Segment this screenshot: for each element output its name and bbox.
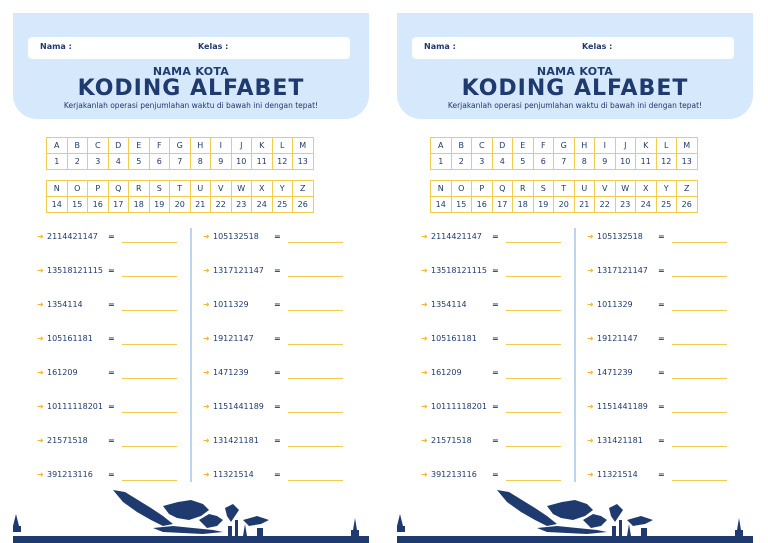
number-cell: 12	[272, 154, 293, 170]
worksheet-title: KODING ALFABET	[461, 76, 689, 101]
arrow-icon: ➜	[203, 436, 210, 445]
arrow-icon: ➜	[37, 232, 44, 241]
arrow-icon: ➜	[421, 470, 428, 479]
number-cell: 23	[615, 197, 636, 213]
letter-cell: J	[615, 138, 636, 154]
exercise-row	[587, 436, 757, 450]
number-cell: 19	[149, 197, 170, 213]
letter-cell: U	[574, 181, 595, 197]
equals-sign: =	[274, 368, 281, 377]
exercise-row	[421, 232, 591, 246]
exercise-row	[37, 300, 207, 314]
number-cell: 15	[67, 197, 88, 213]
indonesia-map-silhouette-icon	[13, 486, 369, 543]
answer-line[interactable]	[122, 276, 177, 277]
answer-line[interactable]	[122, 310, 177, 311]
alphabet-code-table-a-m	[46, 137, 314, 170]
exercise-row	[37, 368, 207, 382]
number-cell: 2	[67, 154, 88, 170]
letter-cell: A	[431, 138, 452, 154]
class-label: Kelas :	[198, 42, 229, 51]
code-number: 161209	[47, 368, 78, 377]
number-cell: 18	[129, 197, 150, 213]
arrow-icon: ➜	[37, 470, 44, 479]
letter-cell: J	[231, 138, 252, 154]
arrow-icon: ➜	[421, 436, 428, 445]
letter-cell: H	[574, 138, 595, 154]
letter-cell: R	[513, 181, 534, 197]
numbers-row	[431, 154, 698, 170]
exercise-row	[37, 334, 207, 348]
letter-cell: Q	[108, 181, 129, 197]
arrow-icon: ➜	[37, 368, 44, 377]
code-number: 1354114	[47, 300, 83, 309]
number-cell: 19	[533, 197, 554, 213]
number-cell: 5	[513, 154, 534, 170]
letter-cell: D	[108, 138, 129, 154]
number-cell: 1	[47, 154, 68, 170]
number-cell: 21	[574, 197, 595, 213]
number-cell: 8	[574, 154, 595, 170]
equals-sign: =	[108, 266, 115, 275]
arrow-icon: ➜	[587, 402, 594, 411]
arrow-icon: ➜	[203, 300, 210, 309]
number-cell: 20	[170, 197, 191, 213]
arrow-icon: ➜	[587, 266, 594, 275]
letter-cell: H	[190, 138, 211, 154]
answer-line[interactable]	[288, 310, 343, 311]
alphabet-code-table-n-z	[46, 180, 314, 213]
number-cell: 26	[677, 197, 698, 213]
equals-sign: =	[274, 266, 281, 275]
number-cell: 16	[472, 197, 493, 213]
equals-sign: =	[108, 368, 115, 377]
letter-cell: F	[149, 138, 170, 154]
code-number: 1317121147	[597, 266, 648, 275]
equals-sign: =	[658, 232, 665, 241]
worksheet-left	[13, 0, 369, 543]
letter-cell: T	[554, 181, 575, 197]
exercise-row	[587, 300, 757, 314]
exercise-row	[421, 368, 591, 382]
number-cell: 15	[451, 197, 472, 213]
arrow-icon: ➜	[587, 368, 594, 377]
letter-cell: M	[677, 138, 698, 154]
equals-sign: =	[658, 266, 665, 275]
code-number: 105132518	[597, 232, 643, 241]
equals-sign: =	[658, 334, 665, 343]
exercise-row	[37, 470, 207, 484]
number-cell: 11	[252, 154, 273, 170]
exercise-row	[203, 300, 373, 314]
answer-line[interactable]	[288, 480, 343, 481]
number-cell: 4	[108, 154, 129, 170]
code-number: 21571518	[431, 436, 472, 445]
letter-cell: B	[451, 138, 472, 154]
worksheet-title: KODING ALFABET	[77, 76, 305, 101]
letter-cell: I	[211, 138, 232, 154]
alphabet-code-table-a-m	[430, 137, 698, 170]
exercise-row	[203, 368, 373, 382]
number-cell: 13	[293, 154, 314, 170]
letter-cell: O	[451, 181, 472, 197]
equals-sign: =	[658, 300, 665, 309]
arrow-icon: ➜	[203, 232, 210, 241]
letter-cell: W	[231, 181, 252, 197]
number-cell: 12	[656, 154, 677, 170]
letter-cell: B	[67, 138, 88, 154]
number-cell: 6	[533, 154, 554, 170]
code-number: 10111118201	[431, 402, 487, 411]
worksheet-header	[13, 13, 369, 119]
exercise-row	[421, 334, 591, 348]
answer-line[interactable]	[288, 276, 343, 277]
equals-sign: =	[492, 300, 499, 309]
exercise-row	[587, 266, 757, 280]
letter-cell: L	[656, 138, 677, 154]
letters-row	[431, 181, 698, 197]
answer-line[interactable]	[122, 446, 177, 447]
answer-line[interactable]	[506, 310, 561, 311]
number-cell: 7	[170, 154, 191, 170]
exercise-row	[421, 300, 591, 314]
code-number: 1471239	[213, 368, 249, 377]
answer-line[interactable]	[288, 242, 343, 243]
arrow-icon: ➜	[421, 334, 428, 343]
answer-line[interactable]	[288, 412, 343, 413]
equals-sign: =	[492, 232, 499, 241]
exercise-row	[37, 436, 207, 450]
letter-cell: X	[252, 181, 273, 197]
number-cell: 2	[451, 154, 472, 170]
arrow-icon: ➜	[587, 436, 594, 445]
equals-sign: =	[658, 368, 665, 377]
name-label: Nama :	[40, 42, 72, 51]
equals-sign: =	[658, 436, 665, 445]
code-number: 10111118201	[47, 402, 103, 411]
exercise-row	[37, 402, 207, 416]
code-number: 1471239	[597, 368, 633, 377]
letter-cell: D	[492, 138, 513, 154]
number-cell: 5	[129, 154, 150, 170]
answer-line[interactable]	[288, 378, 343, 379]
code-number: 105161181	[47, 334, 93, 343]
letter-cell: O	[67, 181, 88, 197]
arrow-icon: ➜	[37, 266, 44, 275]
arrow-icon: ➜	[587, 232, 594, 241]
answer-line[interactable]	[672, 446, 727, 447]
answer-line[interactable]	[672, 242, 727, 243]
exercise-row	[421, 436, 591, 450]
letter-cell: L	[272, 138, 293, 154]
exercise-row	[421, 402, 591, 416]
answer-line[interactable]	[122, 412, 177, 413]
answer-line[interactable]	[288, 344, 343, 345]
letter-cell: U	[190, 181, 211, 197]
number-cell: 10	[231, 154, 252, 170]
alphabet-code-table-n-z	[430, 180, 698, 213]
number-cell: 18	[513, 197, 534, 213]
equals-sign: =	[108, 470, 115, 479]
equals-sign: =	[492, 368, 499, 377]
equals-sign: =	[274, 436, 281, 445]
letter-cell: I	[595, 138, 616, 154]
arrow-icon: ➜	[587, 334, 594, 343]
exercise-row	[587, 470, 757, 484]
arrow-icon: ➜	[37, 436, 44, 445]
code-number: 11321514	[597, 470, 638, 479]
equals-sign: =	[108, 402, 115, 411]
letter-cell: N	[431, 181, 452, 197]
letter-cell: E	[513, 138, 534, 154]
code-number: 391213116	[431, 470, 477, 479]
exercise-row	[587, 232, 757, 246]
equals-sign: =	[492, 470, 499, 479]
arrow-icon: ➜	[203, 368, 210, 377]
equals-sign: =	[492, 402, 499, 411]
number-cell: 1	[431, 154, 452, 170]
letter-cell: V	[595, 181, 616, 197]
arrow-icon: ➜	[421, 368, 428, 377]
equals-sign: =	[274, 232, 281, 241]
letter-cell: P	[472, 181, 493, 197]
code-number: 1151441189	[597, 402, 648, 411]
letter-cell: E	[129, 138, 150, 154]
answer-line[interactable]	[672, 412, 727, 413]
code-number: 1354114	[431, 300, 467, 309]
equals-sign: =	[274, 334, 281, 343]
exercise-row	[421, 470, 591, 484]
number-cell: 24	[252, 197, 273, 213]
number-cell: 7	[554, 154, 575, 170]
code-number: 1317121147	[213, 266, 264, 275]
arrow-icon: ➜	[421, 266, 428, 275]
letters-row	[47, 181, 314, 197]
number-cell: 9	[211, 154, 232, 170]
arrow-icon: ➜	[37, 402, 44, 411]
number-cell: 10	[615, 154, 636, 170]
number-cell: 17	[492, 197, 513, 213]
arrow-icon: ➜	[203, 402, 210, 411]
letter-cell: C	[88, 138, 109, 154]
arrow-icon: ➜	[587, 470, 594, 479]
letter-cell: C	[472, 138, 493, 154]
arrow-icon: ➜	[37, 334, 44, 343]
letter-cell: P	[88, 181, 109, 197]
letter-cell: X	[636, 181, 657, 197]
letter-cell: V	[211, 181, 232, 197]
exercise-row	[587, 334, 757, 348]
equals-sign: =	[658, 402, 665, 411]
answer-line[interactable]	[122, 344, 177, 345]
code-number: 131421181	[213, 436, 259, 445]
worksheet-right	[397, 0, 753, 543]
letter-cell: R	[129, 181, 150, 197]
equals-sign: =	[108, 436, 115, 445]
answer-line[interactable]	[122, 242, 177, 243]
number-cell: 26	[293, 197, 314, 213]
code-number: 13518121115	[47, 266, 103, 275]
letter-cell: K	[252, 138, 273, 154]
answer-line[interactable]	[672, 344, 727, 345]
number-cell: 23	[231, 197, 252, 213]
number-cell: 13	[677, 154, 698, 170]
worksheet-subtitle: NAMA KOTA	[536, 65, 614, 78]
number-cell: 4	[492, 154, 513, 170]
arrow-icon: ➜	[421, 300, 428, 309]
letter-cell: S	[533, 181, 554, 197]
letter-cell: A	[47, 138, 68, 154]
equals-sign: =	[108, 232, 115, 241]
worksheet-subtitle: NAMA KOTA	[152, 65, 230, 78]
class-label: Kelas :	[582, 42, 613, 51]
number-cell: 20	[554, 197, 575, 213]
numbers-row	[47, 154, 314, 170]
equals-sign: =	[492, 334, 499, 343]
equals-sign: =	[492, 266, 499, 275]
equals-sign: =	[274, 300, 281, 309]
code-number: 2114421147	[47, 232, 98, 241]
code-number: 391213116	[47, 470, 93, 479]
arrow-icon: ➜	[203, 266, 210, 275]
answer-line[interactable]	[506, 242, 561, 243]
letter-cell: F	[533, 138, 554, 154]
code-number: 131421181	[597, 436, 643, 445]
answer-line[interactable]	[672, 480, 727, 481]
answer-line[interactable]	[506, 344, 561, 345]
number-cell: 24	[636, 197, 657, 213]
answer-line[interactable]	[506, 480, 561, 481]
code-number: 1011329	[597, 300, 633, 309]
student-info-bar	[412, 37, 734, 59]
code-number: 2114421147	[431, 232, 482, 241]
answer-line[interactable]	[506, 446, 561, 447]
number-cell: 3	[88, 154, 109, 170]
exercise-row	[203, 470, 373, 484]
number-cell: 17	[108, 197, 129, 213]
number-cell: 22	[595, 197, 616, 213]
code-number: 161209	[431, 368, 462, 377]
code-number: 19121147	[597, 334, 638, 343]
letter-cell: G	[170, 138, 191, 154]
student-info-bar	[28, 37, 350, 59]
exercise-row	[203, 334, 373, 348]
number-cell: 11	[636, 154, 657, 170]
answer-line[interactable]	[672, 276, 727, 277]
arrow-icon: ➜	[203, 470, 210, 479]
number-cell: 22	[211, 197, 232, 213]
code-number: 105132518	[213, 232, 259, 241]
arrow-icon: ➜	[421, 402, 428, 411]
equals-sign: =	[108, 300, 115, 309]
arrow-icon: ➜	[37, 300, 44, 309]
letter-cell: N	[47, 181, 68, 197]
letter-cell: Y	[656, 181, 677, 197]
answer-line[interactable]	[506, 276, 561, 277]
letter-cell: W	[615, 181, 636, 197]
numbers-row	[47, 197, 314, 213]
number-cell: 21	[190, 197, 211, 213]
answer-line[interactable]	[288, 446, 343, 447]
code-number: 11321514	[213, 470, 254, 479]
letter-cell: Z	[293, 181, 314, 197]
equals-sign: =	[108, 334, 115, 343]
exercise-row	[203, 436, 373, 450]
worksheet-header	[397, 13, 753, 119]
number-cell: 16	[88, 197, 109, 213]
exercise-row	[37, 266, 207, 280]
exercise-row	[37, 232, 207, 246]
indonesia-map-silhouette-icon	[397, 486, 753, 543]
arrow-icon: ➜	[587, 300, 594, 309]
letter-cell: Z	[677, 181, 698, 197]
letters-row	[47, 138, 314, 154]
worksheet-instruction: Kerjakanlah operasi penjumlahan waktu di bawah ini dengan tepat!	[63, 101, 319, 110]
equals-sign: =	[274, 470, 281, 479]
arrow-icon: ➜	[421, 232, 428, 241]
code-number: 13518121115	[431, 266, 487, 275]
answer-line[interactable]	[672, 310, 727, 311]
code-number: 19121147	[213, 334, 254, 343]
code-number: 21571518	[47, 436, 88, 445]
exercise-row	[587, 368, 757, 382]
letter-cell: T	[170, 181, 191, 197]
number-cell: 9	[595, 154, 616, 170]
number-cell: 25	[272, 197, 293, 213]
arrow-icon: ➜	[203, 334, 210, 343]
answer-line[interactable]	[506, 378, 561, 379]
equals-sign: =	[658, 470, 665, 479]
answer-line[interactable]	[672, 378, 727, 379]
letters-row	[431, 138, 698, 154]
letter-cell: S	[149, 181, 170, 197]
answer-line[interactable]	[506, 412, 561, 413]
letter-cell: Y	[272, 181, 293, 197]
exercise-row	[203, 266, 373, 280]
letter-cell: K	[636, 138, 657, 154]
number-cell: 25	[656, 197, 677, 213]
letter-cell: M	[293, 138, 314, 154]
number-cell: 14	[47, 197, 68, 213]
equals-sign: =	[274, 402, 281, 411]
code-number: 105161181	[431, 334, 477, 343]
letter-cell: G	[554, 138, 575, 154]
number-cell: 8	[190, 154, 211, 170]
answer-line[interactable]	[122, 378, 177, 379]
exercise-row	[203, 402, 373, 416]
answer-line[interactable]	[122, 480, 177, 481]
exercise-row	[421, 266, 591, 280]
name-label: Nama :	[424, 42, 456, 51]
exercise-row	[587, 402, 757, 416]
equals-sign: =	[492, 436, 499, 445]
worksheet-instruction: Kerjakanlah operasi penjumlahan waktu di bawah ini dengan tepat!	[447, 101, 703, 110]
code-number: 1151441189	[213, 402, 264, 411]
number-cell: 3	[472, 154, 493, 170]
number-cell: 6	[149, 154, 170, 170]
numbers-row	[431, 197, 698, 213]
code-number: 1011329	[213, 300, 249, 309]
exercise-row	[203, 232, 373, 246]
number-cell: 14	[431, 197, 452, 213]
letter-cell: Q	[492, 181, 513, 197]
